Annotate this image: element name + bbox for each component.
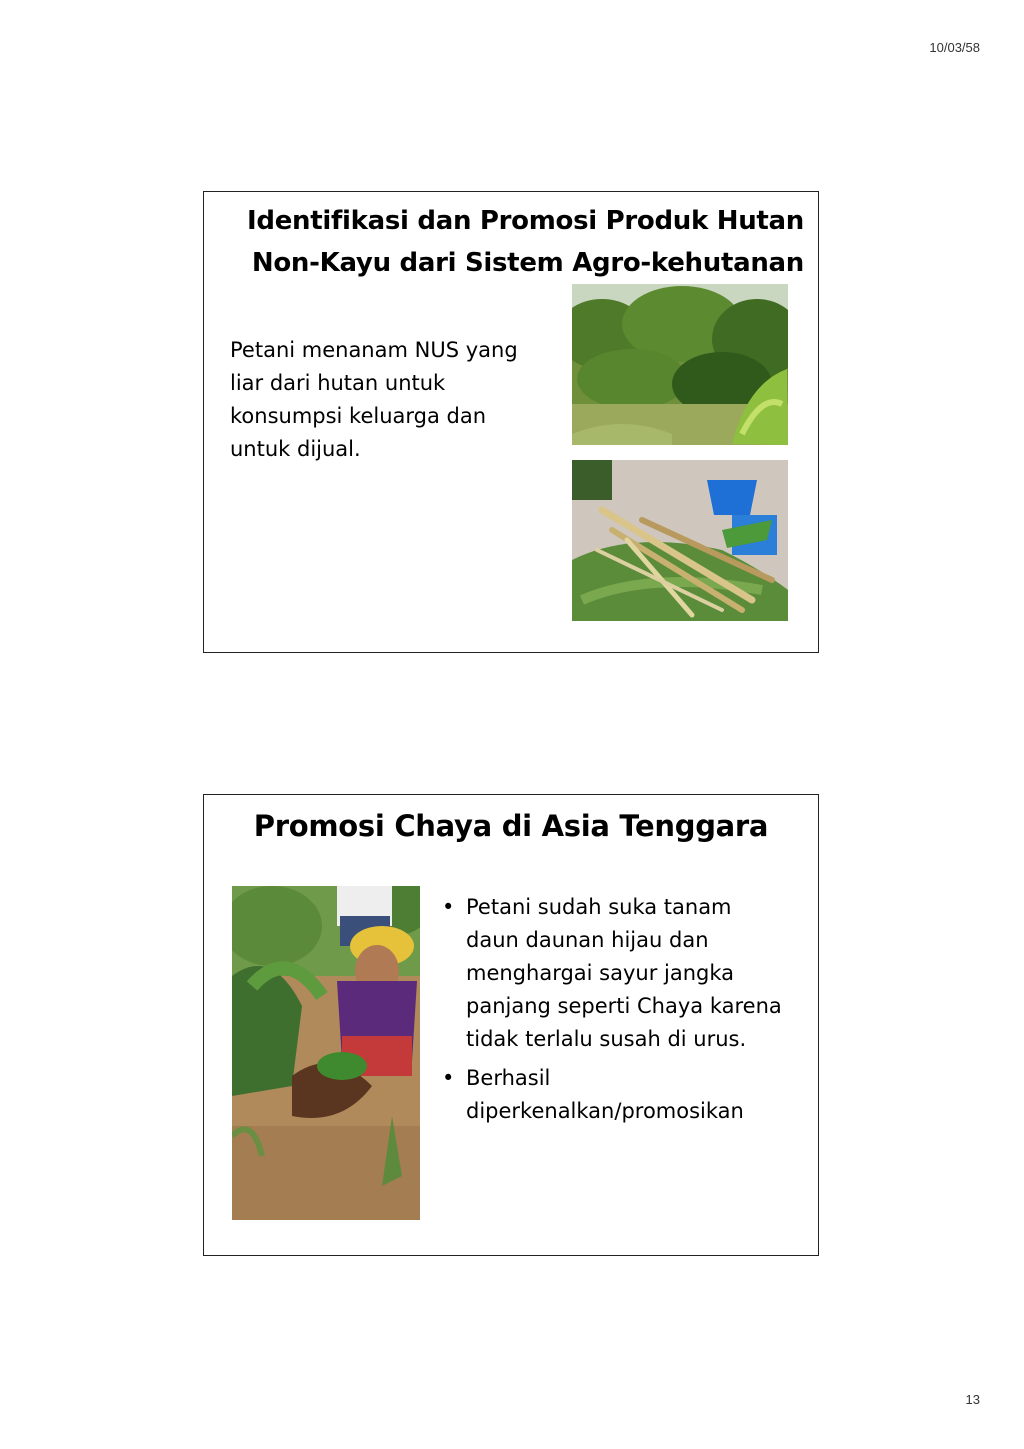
slide-2-title: Promosi Chaya di Asia Tenggara (253, 809, 769, 843)
slide-1-title (224, 200, 804, 284)
slide-1-title-line-2: Non-Kayu dari Sistem Agro-kehutanan (251, 248, 804, 278)
slide-1-body: Petani menanam NUS yang liar dari hutan untuk konsumpsi keluarga dan untuk dijual. (230, 338, 518, 461)
slide-2-bullet-list (440, 891, 790, 1134)
slide-1-title-line-1: Identifikasi dan Promosi Produk Hutan (247, 206, 804, 236)
bullet-text: Petani sudah suka tanam daun daunan hijau dan menghargai sayur jangka panjang seperti Chaya karena tidak terlalu susah di urus. (466, 895, 782, 1051)
bullet-text: Berhasil diperkenalkan/promosikan (466, 1066, 744, 1123)
page-date: 10/03/58 (929, 40, 980, 55)
bullet-symbol: • (442, 1066, 455, 1090)
slide-2 (203, 794, 819, 1256)
bamboo-shoots-photo (572, 460, 788, 621)
bullet-item (440, 1062, 790, 1128)
bullet-item (440, 891, 790, 1056)
farmer-planting-photo (232, 886, 420, 1220)
forest-photo (572, 284, 788, 445)
slide-1 (203, 191, 819, 653)
bullet-symbol: • (442, 895, 455, 919)
page-number: 13 (965, 1392, 980, 1407)
